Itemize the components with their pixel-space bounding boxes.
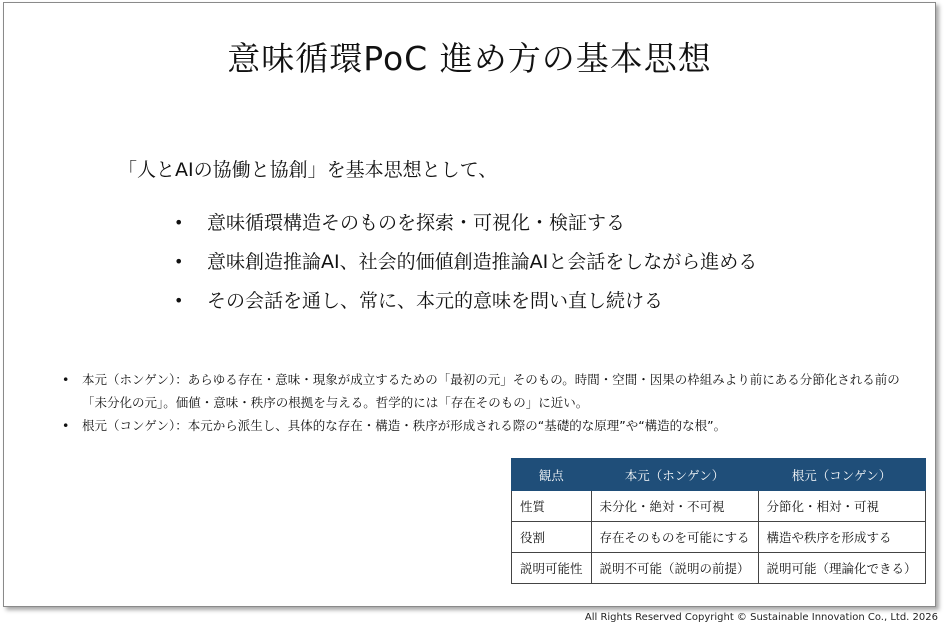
table-cell: 性質 — [512, 491, 592, 522]
table-cell: 存在そのものを可能にする — [591, 522, 758, 553]
comparison-table — [511, 458, 926, 584]
note-text: 根元（コンゲン）：本元から派生し、具体的な存在・構造・秩序が形成される際の“基礎的な原理”や“構造的な根”。 — [82, 418, 727, 433]
bullet-item — [174, 208, 757, 247]
table-header-row — [512, 459, 926, 491]
slide-title: 意味循環PoC 進め方の基本思想 — [227, 39, 712, 78]
bullet-dot-icon: • — [62, 372, 70, 387]
table-row — [512, 522, 926, 553]
table-cell: 未分化・絶対・不可視 — [591, 491, 758, 522]
slide — [3, 2, 936, 607]
table-cell: 構造や秩序を形成する — [758, 522, 925, 553]
bullet-dot-icon: • — [174, 252, 184, 271]
table-cell: 役割 — [512, 522, 592, 553]
copyright-footer: All Rights Reserved Copyright © Sustainable Innovation Co., Ltd. 2026 — [584, 612, 938, 623]
table-row — [512, 491, 926, 522]
bullet-dot-icon: • — [174, 291, 184, 310]
bullet-item — [174, 247, 757, 286]
bullet-dot-icon: • — [174, 213, 184, 232]
bullet-text: 意味循環構造そのものを探索・可視化・検証する — [207, 212, 626, 234]
bullet-text: 意味創造推論AI、社会的価値創造推論AIと会話をしながら進める — [207, 251, 758, 273]
table-cell: 分節化・相対・可視 — [758, 491, 925, 522]
note-text: 本元（ホンゲン）：あらゆる存在・意味・現象が成立するための「最初の元」そのもの。時間・空間・因果の枠組みより前にある分節化される前の「未分化の元」。価値・意味・秩序の根拠を与える。哲学的には「存在そのもの」に近い。 — [82, 372, 900, 410]
table-cell: 説明不可能（説明の前提） — [591, 553, 758, 584]
table-header: 観点 — [512, 459, 592, 491]
intro-text: 「人とAIの協働と協創」を基本思想として、 — [118, 159, 498, 181]
table-row — [512, 553, 926, 584]
bullet-dot-icon: • — [62, 418, 70, 433]
bullet-item — [174, 286, 757, 325]
table-header: 根元（コンゲン） — [758, 459, 925, 491]
table-cell: 説明可能（理論化できる） — [758, 553, 925, 584]
bullet-list — [174, 208, 757, 325]
bullet-text: その会話を通し、常に、本元的意味を問い直し続ける — [207, 290, 664, 312]
note-item — [62, 414, 907, 437]
table-cell: 説明可能性 — [512, 553, 592, 584]
definition-notes — [62, 368, 907, 437]
note-item — [62, 368, 907, 414]
table-header: 本元（ホンゲン） — [591, 459, 758, 491]
